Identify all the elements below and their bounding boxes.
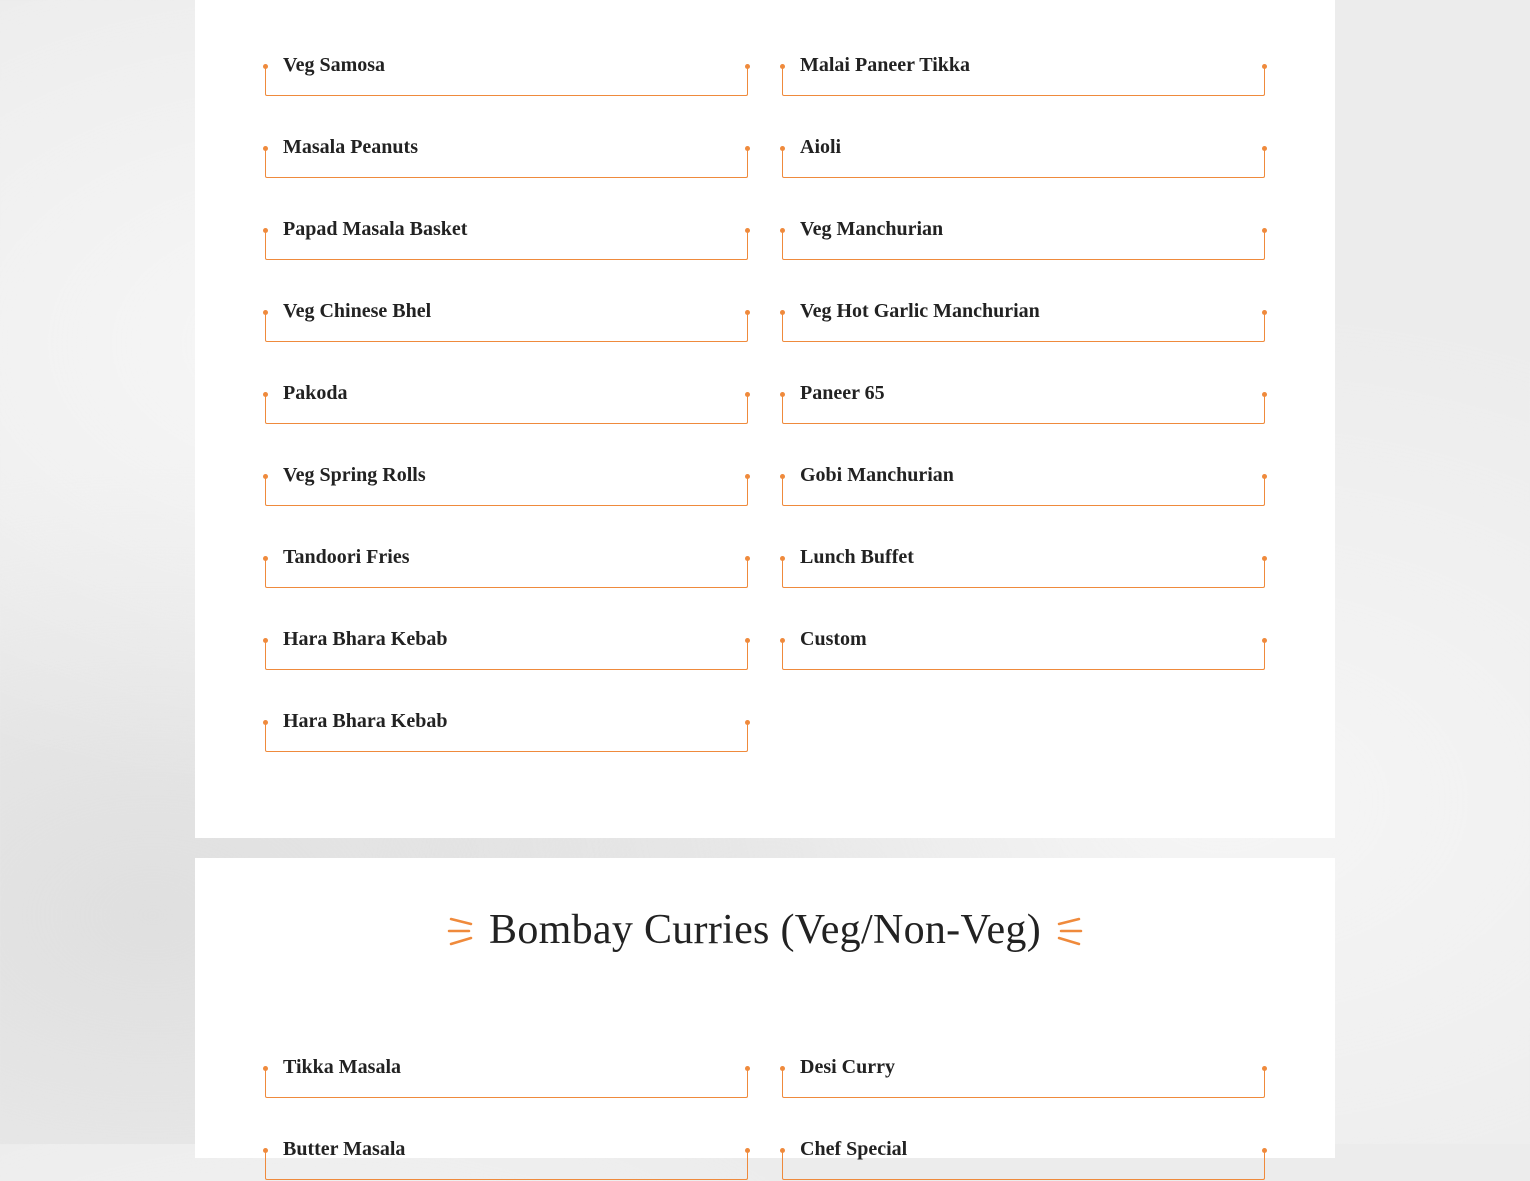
item-underline [265,1069,748,1098]
menu-item-label: Hara Bhara Kebab [283,628,448,650]
menu-item-label: Tandoori Fries [283,546,410,568]
item-underline [265,313,748,342]
menu-item-label: Veg Chinese Bhel [283,300,432,322]
menu-item-label: Chef Special [800,1138,908,1160]
menu-item-label: Lunch Buffet [800,546,914,568]
dot-icon [780,146,785,151]
item-underline [782,231,1265,260]
menu-item-label: Pakoda [283,382,348,404]
dot-icon [263,392,268,397]
item-underline [782,149,1265,178]
item-underline [265,149,748,178]
dot-icon [745,64,750,69]
dot-icon [745,474,750,479]
dot-icon [745,228,750,233]
item-underline [265,559,748,588]
dot-icon [1262,310,1267,315]
dot-icon [780,556,785,561]
menu-item[interactable] [782,546,1265,589]
dot-icon [745,310,750,315]
menu-item[interactable] [265,1056,748,1099]
curries-section [195,858,1335,1158]
item-underline [782,477,1265,506]
menu-item[interactable] [782,54,1265,97]
dot-icon [263,1148,268,1153]
dot-icon [1262,146,1267,151]
dot-icon [1262,1066,1267,1071]
dot-icon [1262,64,1267,69]
dot-icon [263,720,268,725]
dot-icon [745,1148,750,1153]
item-underline [782,1069,1265,1098]
menu-item[interactable] [265,54,748,97]
item-underline [782,1151,1265,1180]
menu-item-label: Veg Spring Rolls [283,464,426,486]
item-underline [782,313,1265,342]
menu-item[interactable] [265,382,748,425]
menu-item-label: Veg Samosa [283,54,386,76]
dot-icon [263,146,268,151]
menu-item[interactable] [782,464,1265,507]
menu-item[interactable] [782,1138,1265,1181]
dot-icon [263,474,268,479]
dot-icon [263,310,268,315]
dot-icon [780,310,785,315]
dot-icon [745,556,750,561]
dot-icon [745,1066,750,1071]
menu-item[interactable] [782,300,1265,343]
item-underline [782,395,1265,424]
item-underline [782,67,1265,96]
menu-item[interactable] [265,464,748,507]
dot-icon [1262,228,1267,233]
section-title-text: Bombay Curries (Veg/Non-Veg) [489,907,1041,953]
dot-icon [1262,392,1267,397]
dot-icon [263,638,268,643]
menu-item[interactable] [265,628,748,671]
item-underline [265,641,748,670]
menu-item-label: Papad Masala Basket [283,218,468,240]
dot-icon [263,1066,268,1071]
dot-icon [780,228,785,233]
dot-icon [780,1148,785,1153]
item-underline [265,231,748,260]
item-underline [265,1151,748,1180]
menu-item-label: Paneer 65 [800,382,885,404]
menu-item-label: Desi Curry [800,1056,895,1078]
menu-item[interactable] [265,546,748,589]
dot-icon [263,228,268,233]
dot-icon [780,392,785,397]
dot-icon [1262,556,1267,561]
menu-item[interactable] [265,1138,748,1181]
menu-item[interactable] [782,218,1265,261]
menu-item[interactable] [265,710,748,753]
dot-icon [745,392,750,397]
menu-item-label: Veg Manchurian [800,218,944,240]
dot-icon [263,556,268,561]
menu-item-label: Tikka Masala [283,1056,401,1078]
dot-icon [745,638,750,643]
menu-item-label: Masala Peanuts [283,136,418,158]
menu-item-label: Gobi Manchurian [800,464,954,486]
sunburst-lines-icon [447,911,475,951]
menu-item-label: Malai Paneer Tikka [800,54,971,76]
menu-item-label: Veg Hot Garlic Manchurian [800,300,1040,322]
dot-icon [1262,474,1267,479]
dot-icon [780,474,785,479]
menu-item-label: Aioli [800,136,842,158]
item-underline [782,641,1265,670]
dot-icon [263,64,268,69]
item-underline [265,395,748,424]
menu-item-label: Hara Bhara Kebab [283,710,448,732]
menu-item[interactable] [265,300,748,343]
menu-item[interactable] [782,136,1265,179]
item-underline [782,559,1265,588]
dot-icon [1262,638,1267,643]
item-underline [265,67,748,96]
dot-icon [745,720,750,725]
menu-item[interactable] [782,1056,1265,1099]
sunburst-lines-icon [1055,911,1083,951]
appetizers-section [195,0,1335,838]
dot-icon [780,1066,785,1071]
dot-icon [745,146,750,151]
menu-item[interactable] [782,628,1265,671]
menu-item-label: Butter Masala [283,1138,406,1160]
menu-item[interactable] [782,382,1265,425]
dot-icon [780,64,785,69]
dot-icon [1262,1148,1267,1153]
item-underline [265,477,748,506]
item-underline [265,723,748,752]
dot-icon [780,638,785,643]
menu-item[interactable] [265,218,748,261]
section-heading [195,906,1335,954]
menu-item-label: Custom [800,628,867,650]
menu-item[interactable] [265,136,748,179]
